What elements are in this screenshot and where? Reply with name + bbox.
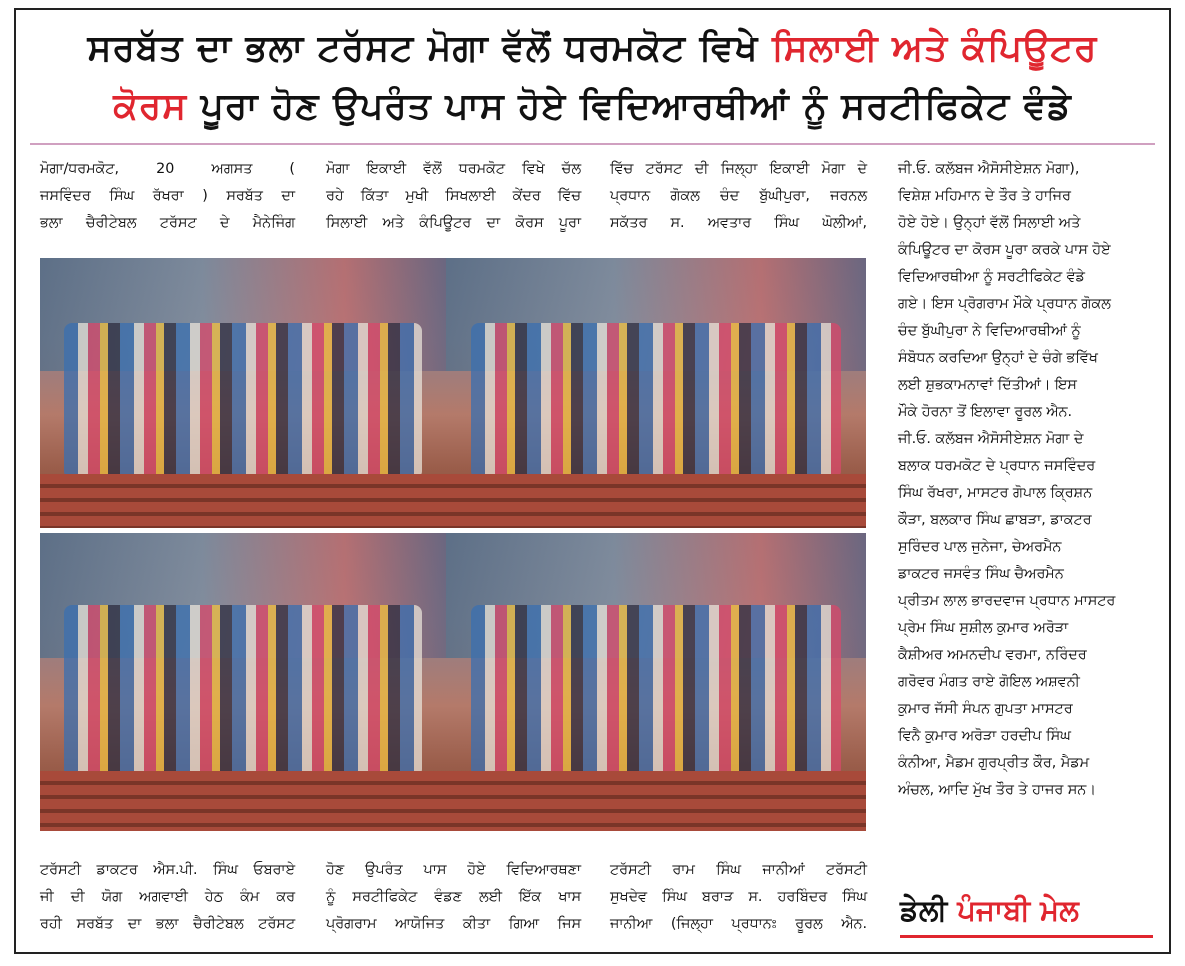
text-line: ਕੰਨੀਆ, ਮੈਡਮ ਗੁਰਪ੍ਰੀਤ ਕੌਰ, ਮੈਡਮ [898,755,1089,771]
text-line: ਮੋਗਾ ਇਕਾਈ ਵੱਲੋਂ ਧਰਮਕੋਟ ਵਿਖੇ ਚੱਲ [326,161,581,177]
event-photo-4 [446,533,866,831]
text-line: ਜੀ.ਓ. ਕਲੱਬਜ ਐਸੋਸੀਏਸ਼ਨ ਮੋਗਾ), [898,161,1080,177]
headline [20,20,1165,136]
text-line: ਮੋਗਾ/ਧਰਮਕੋਟ, 20 ਅਗਸਤ ( [40,161,295,177]
text-line: ਵਿਦਿਆਰਥੀਆ ਨੂੰ ਸਰਟੀਫਿਕੇਟ ਵੰਡੇ [898,269,1085,285]
article-column-1-bottom [40,857,295,938]
headline-divider [30,143,1155,145]
text-line: ਕੈਸ਼ੀਅਰ ਅਮਨਦੀਪ ਵਰਮਾ, ਨਰਿੰਦਰ [898,647,1087,663]
event-photo-3 [40,533,446,831]
text-line: ਕੁਮਾਰ ਜੱਸੀ ਸੰਪਨ ਗੁਪਤਾ ਮਾਸਟਰ [898,701,1073,717]
text-line: ਮੌਕੇ ਹੋਰਨਾ ਤੋਂ ਇਲਾਵਾ ਰੂਰਲ ਐਨ. [898,404,1073,420]
text-line: ਜਾਨੀਆ (ਜਿਲ੍ਹਾ ਪ੍ਰਧਾਨਃ ਰੂਰਲ ਐਨ. [610,916,867,932]
text-line: ਹੋਣ ਉਪਰੰਤ ਪਾਸ ਹੋਏ ਵਿਦਿਆਰਥਣਾ [326,862,581,878]
text-line: ਜੀ ਦੀ ਯੋਗ ਅਗਵਾਈ ਹੇਠ ਕੰਮ ਕਰ [40,889,295,905]
text-line: ਰਹੀ ਸਰਬੱਤ ਦਾ ਭਲਾ ਚੈਰੀਟੇਬਲ ਟਰੱਸਟ [40,916,295,932]
text-line: ਹੋਏ ਹੋਏ। ਉਨ੍ਹਾਂ ਵੱਲੋਂ ਸਿਲਾਈ ਅਤੇ [898,215,1081,231]
text-line: ਸਕੱਤਰ ਸ. ਅਵਤਾਰ ਸਿੰਘ ਘੋਲੀਆਂ, [610,215,867,231]
photo-group [471,605,841,778]
newspaper-masthead [900,890,1079,930]
headline-line-2-red: ਕੋਰਸ [113,86,188,127]
event-photo-2 [446,258,866,528]
text-line: ਟਰੱਸਟੀ ਡਾਕਟਰ ਐਸ.ਪੀ. ਸਿੰਘ ਓਬਰਾਏ [40,862,295,878]
masthead-part-1: ਡੇਲੀ [900,893,948,927]
article-column-4 [898,156,1155,804]
text-line: ਜਸਵਿੰਦਰ ਸਿੰਘ ਰੱਖਰਾ ) ਸਰਬੱਤ ਦਾ [40,188,295,204]
text-line: ਰਹੇ ਕਿੱਤਾ ਮੁਖੀ ਸਿਖਲਾਈ ਕੇਂਦਰ ਵਿੱਚ [326,188,581,204]
text-line: ਨੂੰ ਸਰਟੀਫਿਕੇਟ ਵੰਡਣ ਲਈ ਇੱਕ ਖਾਸ [326,889,581,905]
text-line: ਚੰਦ ਬੁੱਘੀਪੁਰਾ ਨੇ ਵਿਦਿਆਰਥੀਆਂ ਨੂੰ [898,323,1081,339]
text-line: ਵਿੱਚ ਟਰੱਸਟ ਦੀ ਜਿਲ੍ਹਾ ਇਕਾਈ ਮੋਗਾ ਦੇ [610,161,867,177]
text-line: ਅੰਚਲ, ਆਦਿ ਮੁੱਖ ਤੌਰ ਤੇ ਹਾਜਰ ਸਨ। [898,782,1096,798]
masthead-part-2: ਪੰਜਾਬੀ ਮੇਲ [957,893,1079,927]
article-column-2-top [326,156,581,237]
photo-steps [446,771,866,831]
masthead-underline [900,935,1153,938]
photo-group [64,323,421,480]
text-line: ਬਲਾਕ ਧਰਮਕੋਟ ਦੇ ਪ੍ਰਧਾਨ ਜਸਵਿੰਦਰ [898,458,1096,474]
text-line: ਵਿਨੈ ਕੁਮਾਰ ਅਰੋੜਾ ਹਰਦੀਪ ਸਿੰਘ [898,728,1071,744]
photo-steps [446,474,866,528]
article-column-2-bottom [326,857,581,938]
event-photo-1 [40,258,446,528]
text-line: ਜੀ.ਓ. ਕਲੱਬਜ ਐਸੋਸੀਏਸ਼ਨ ਮੋਗਾ ਦੇ [898,431,1084,447]
text-line: ਲਈ ਸ਼ੁਭਕਾਮਨਾਵਾਂ ਦਿੱਤੀਆਂ। ਇਸ [898,377,1077,393]
text-line: ਪ੍ਰੋਗਰਾਮ ਆਯੋਜਿਤ ਕੀਤਾ ਗਿਆ ਜਿਸ [326,916,581,932]
headline-line-1-black: ਸਰਬੱਤ ਦਾ ਭਲਾ ਟਰੱਸਟ ਮੋਗਾ ਵੱਲੋਂ ਧਰਮਕੋਟ ਵਿਖੇ [87,28,759,69]
headline-line-2-black: ਪੂਰਾ ਹੋਣ ਉਪਰੰਤ ਪਾਸ ਹੋਏ ਵਿਦਿਆਰਥੀਆਂ ਨੂੰ ਸਰਟੀਫਿਕੇਟ ਵੰਡੇ [200,86,1072,127]
photo-steps [40,771,446,831]
article-column-1-top [40,156,295,237]
headline-line-1 [20,20,1165,78]
text-line: ਭਲਾ ਚੈਰੀਟੇਬਲ ਟਰੱਸਟ ਦੇ ਮੈਨੇਜਿੰਗ [40,215,295,231]
text-line: ਵਿਸ਼ੇਸ਼ ਮਹਿਮਾਨ ਦੇ ਤੌਰ ਤੇ ਹਾਜਿਰ [898,188,1071,204]
text-line: ਗਏ। ਇਸ ਪ੍ਰੋਗਰਾਮ ਮੌਕੇ ਪ੍ਰਧਾਨ ਗੋਕਲ [898,296,1111,312]
text-line: ਸਿੰਘ ਰੱਖਰਾ, ਮਾਸਟਰ ਗੋਪਾਲ ਕ੍ਰਿਸ਼ਨ [898,485,1093,501]
text-line: ਟਰੱਸਟੀ ਰਾਮ ਸਿੰਘ ਜਾਨੀਆਂ ਟਰੱਸਟੀ [610,862,867,878]
text-line: ਸੁਖਦੇਵ ਸਿੰਘ ਬਰਾੜ ਸ. ਹਰਬਿੰਦਰ ਸਿੰਘ [610,889,867,905]
article-column-3-top [610,156,867,237]
text-line: ਸੰਬੋਧਨ ਕਰਦਿਆ ਉਨ੍ਹਾਂ ਦੇ ਚੰਗੇ ਭਵਿੱਖ [898,350,1098,366]
headline-line-2 [20,78,1165,136]
text-line: ਪ੍ਰਧਾਨ ਗੋਕਲ ਚੰਦ ਬੁੱਘੀਪੁਰਾ, ਜਰਨਲ [610,188,867,204]
text-line: ਸੁਰਿੰਦਰ ਪਾਲ ਜੁਨੇਜਾ, ਚੇਅਰਮੈਨ [898,539,1062,555]
text-line: ਸਿਲਾਈ ਅਤੇ ਕੰਪਿਊਟਰ ਦਾ ਕੋਰਸ ਪੂਰਾ [326,215,581,231]
text-line: ਪ੍ਰੀਤਮ ਲਾਲ ਭਾਰਦਵਾਜ ਪ੍ਰਧਾਨ ਮਾਸਟਰ [898,593,1116,609]
text-line: ਗਰੋਵਰ ਮੰਗਤ ਰਾਏ ਗੋਇਲ ਅਸ਼ਵਨੀ [898,674,1080,690]
text-line: ਕੰਪਿਊਟਰ ਦਾ ਕੋਰਸ ਪੂਰਾ ਕਰਕੇ ਪਾਸ ਹੋਏ [898,242,1111,258]
photo-group [64,605,421,778]
photo-steps [40,474,446,528]
text-line: ਪ੍ਰੇਮ ਸਿੰਘ ਸੁਸ਼ੀਲ ਕੁਮਾਰ ਅਰੋੜਾ [898,620,1069,636]
text-line: ਡਾਕਟਰ ਜਸਵੰਤ ਸਿੰਘ ਚੈਅਰਮੈਨ [898,566,1064,582]
text-line: ਕੌੜਾ, ਬਲਕਾਰ ਸਿੰਘ ਛਾਬੜਾ, ਡਾਕਟਰ [898,512,1092,528]
article-column-3-bottom [610,857,867,938]
headline-line-1-red: ਸਿਲਾਈ ਅਤੇ ਕੰਪਿਊਟਰ [772,28,1098,69]
photo-group [471,323,841,480]
